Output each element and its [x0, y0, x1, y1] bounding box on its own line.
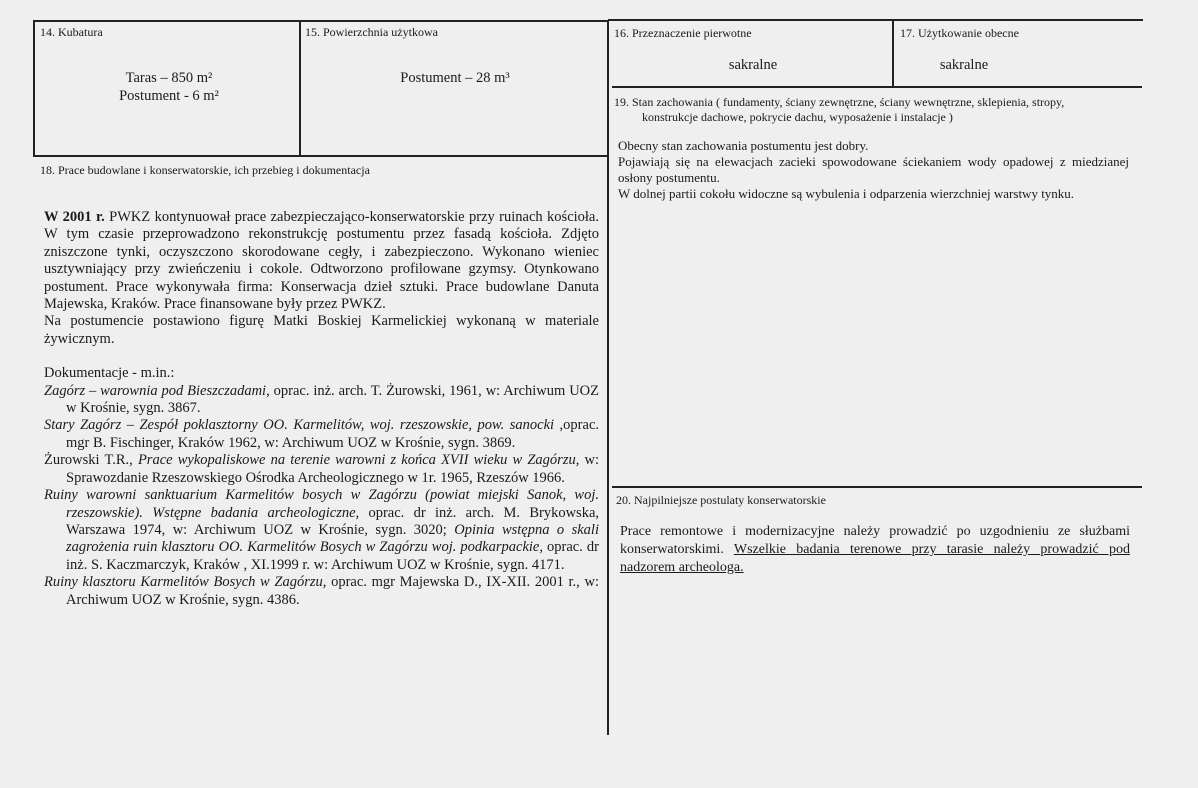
- field14-label: 14. Kubatura: [40, 25, 103, 39]
- field16-label: 16. Przeznaczenie pierwotne: [614, 26, 752, 40]
- doc4-title2: Opinia wstępna o skali zagrożenia ruin klasztoru OO. Karmelitów Bosych w Zagórzu woj. podkarpackie,: [66, 521, 599, 556]
- field19-label-line1: 19. Stan zachowania ( fundamenty, ściany zewnętrzne, ściany wewnętrzne, sklepienia, stropy,: [614, 95, 1065, 109]
- field20-content: [620, 523, 1130, 577]
- doc2-rest: ,oprac. mgr B. Fischinger, Kraków 1962, w: Archiwum UOZ w Krośnie, sygn. 3869.: [66, 417, 599, 451]
- top-border-right: [608, 19, 1143, 21]
- field19-para2: Pojawiają się na elewacjach zacieki spowodowane ściekaniem wody opadowej z miedzianej osłony postumentu.: [618, 154, 1129, 185]
- divider-field20: [612, 486, 1142, 488]
- field14-line2: Postument - 6 m²: [119, 88, 219, 104]
- field20-text-underlined: Wszelkie badania terenowe przy tarasie należy prowadzić pod nadzorem archeologa.: [620, 542, 1130, 575]
- doc1-title: Zagórz – warownia pod Bieszczadami,: [44, 382, 270, 399]
- field19-line1: Obecny stan zachowania postumentu jest dobry.: [618, 138, 869, 153]
- doc3-author: Żurowski T.R.,: [44, 452, 133, 469]
- doc3-title: Prace wykopaliskowe na terenie warowni z końca XVII wieku w Zagórzu,: [132, 452, 580, 469]
- field18-intro-text: PWKZ kontynuował prace zabezpieczająco-konserwatorskie przy ruinach kościoła. W tym czasie przeprowadzono rekonstrukcję postumentu przez fasadą kościoła. Zdjęto zniszczone tynki, oczyszczono skorodowane cegły, i zabezpieczono. Wykonano wieniec usztywniający przy zwieńczeniu i cokole. Odtworzono profilowane gzymsy. Otynkowano postument. Prace wykonywała firma: Konserwacja dzieł sztuki. Prace budowlane Danuta Majewska, Kraków. Prace finansowane były przez PWKZ.: [44, 209, 599, 313]
- doc1-rest: oprac. inż. arch. T. Żurowski, 1961, w: Archiwum UOZ w Krośnie, sygn. 3867.: [66, 382, 599, 417]
- doc2-title: Stary Zagórz – Zespół poklasztorny OO. Karmelitów, woj. rzeszowskie, pow. sanocki: [44, 417, 555, 434]
- field18-intro-year: W 2001 r.: [44, 209, 105, 225]
- field18-label: 18. Prace budowlane i konserwatorskie, ich przebieg i dokumentacja: [40, 163, 370, 177]
- field19-para3: W dolnej partii cokołu widoczne są wybulenia i odparzenia wierzchniej warstwy tynku.: [618, 186, 1075, 201]
- field18-intro: [44, 209, 599, 313]
- doc-entry-3: [44, 452, 599, 487]
- divider-16-17: [892, 20, 894, 86]
- field17-value: sakralne: [939, 57, 989, 73]
- divider-row1-left: [34, 155, 608, 157]
- field18-figure-text: Na postumencie postawiono figurę Matki Boskiej Karmelickiej wykonaną w materiale żywicznym.: [44, 313, 599, 347]
- left-border: [33, 20, 35, 157]
- doc4-rest2: oprac. dr inż. S. Kaczmarczyk, Kraków , XI.1999 r. w: Archiwum UOZ w Krośnie, sygn. 4171.: [66, 539, 599, 573]
- doc-entry-5: [44, 574, 599, 609]
- doc3-rest: w: Sprawozdanie Rzeszowskiego Ośrodka Archeologicznego w 1r. 1965, Rzeszów 1966.: [66, 452, 599, 486]
- field15-label: 15. Powierzchnia użytkowa: [305, 25, 438, 39]
- doc-entry-2: [44, 417, 599, 452]
- field19-content: [618, 138, 1129, 202]
- doc-entry-1: [44, 383, 599, 418]
- center-divider: [607, 20, 609, 735]
- field19-label-line2: konstrukcje dachowe, pokrycie dachu, wyposażenie i instalacje ): [642, 110, 953, 124]
- doc4-title: Ruiny warowni sanktuarium Karmelitów bosych w Zagórzu (powiat miejski Sanok, woj. rzeszowskie). Wstępne badania archeologiczne,: [44, 487, 599, 521]
- field15-value: Postument – 28 m³: [400, 70, 510, 86]
- field20-label: 20. Najpilniejsze postulaty konserwatorskie: [616, 493, 826, 507]
- divider-row1-right: [612, 86, 1142, 88]
- field17-label: 17. Użytkowanie obecne: [900, 26, 1019, 40]
- doc4-rest: oprac. dr inż. arch. M. Brykowska, Warszawa 1974, w: Archiwum UOZ w Krośnie, sygn. 3020;: [66, 504, 600, 538]
- field14-line1: Taras – 850 m²: [125, 70, 213, 86]
- field14-value: [40, 69, 298, 105]
- field18-doc-heading: Dokumentacje - m.in.:: [44, 365, 175, 382]
- doc-entry-4: [44, 487, 599, 574]
- field18-content: [44, 209, 599, 609]
- top-border-left: [34, 20, 608, 22]
- field20-text-plain: Prace remontowe i modernizacyjne należy prowadzić po uzgodnieniu ze służbami konserwatorskimi.: [620, 524, 1130, 557]
- field16-value: sakralne: [728, 57, 778, 73]
- doc5-rest: oprac. mgr Majewska D., IX-XII. 2001 r., w: Archiwum UOZ w Krośnie, sygn. 4386.: [66, 574, 599, 608]
- doc5-title: Ruiny klasztoru Karmelitów Bosych w Zagórzu,: [44, 574, 327, 591]
- divider-14-15: [299, 20, 301, 156]
